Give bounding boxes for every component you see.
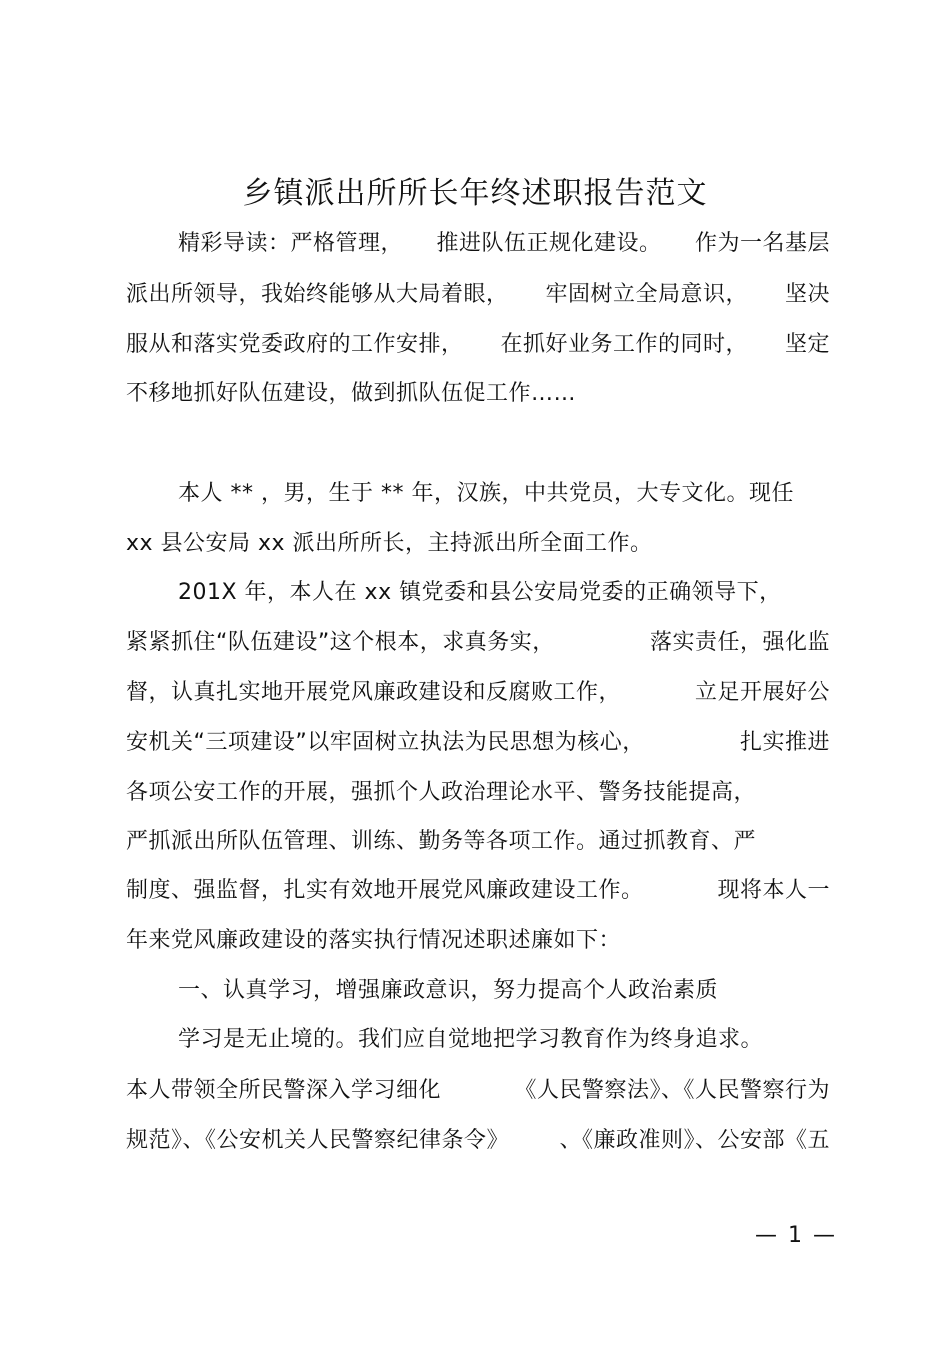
para2-line-1: 201X 年，本人在 xx 镇党委和县公安局党委的正确领导下，	[178, 580, 782, 605]
text-segment: 扎实推进	[739, 730, 830, 755]
page-number: — 1 —	[755, 1223, 837, 1248]
text-segment: 派出所领导，我始终能够从大局着眼，	[126, 282, 509, 307]
intro-line-2	[126, 280, 830, 310]
para1-line-2: xx 县公安局 xx 派出所所长，主持派出所全面工作。	[126, 531, 653, 556]
text-segment: 督，认真扎实地开展党风廉政建设和反腐败工作，	[126, 680, 622, 705]
text-segment: 坚定	[784, 332, 830, 357]
text-segment: 安机关“三项建设”以牢固树立执法为民思想为核心，	[126, 730, 645, 755]
para2-line-3	[126, 678, 830, 708]
text-segment: 《人民警察法》、《人民警察行为	[514, 1078, 830, 1103]
para3-line-2	[126, 1076, 830, 1106]
text-segment: 本人带领全所民警深入学习细化	[126, 1078, 442, 1103]
para2-line-4	[126, 728, 830, 758]
para3-line-1: 学习是无止境的。我们应自觉地把学习教育作为终身追求。	[178, 1027, 764, 1052]
intro-line-4: 不移地抓好队伍建设，做到抓队伍促工作……	[126, 381, 577, 406]
text-segment: 服从和落实党委政府的工作安排，	[126, 332, 464, 357]
text-segment: 牢固树立全局意识，	[545, 282, 748, 307]
text-segment: 制度、强监督，扎实有效地开展党风廉政建设工作。	[126, 878, 644, 903]
text-segment: 坚决	[784, 282, 830, 307]
para2-line-2	[126, 628, 830, 658]
para3-line-3	[126, 1126, 830, 1156]
document-title: 乡镇派出所所长年终述职报告范文	[242, 176, 708, 211]
text-segment: 立足开展好公	[694, 680, 830, 705]
para2-line-8: 年来党风廉政建设的落实执行情况述职述廉如下：	[126, 928, 622, 953]
text-segment: 落实责任，强化监	[649, 630, 830, 655]
text-segment: 推进队伍正规化建设。	[436, 231, 662, 256]
section-heading: 一、认真学习，增强廉政意识，努力提高个人政治素质	[178, 978, 719, 1003]
text-segment: 规范》、《公安机关人民警察纪律条令》	[126, 1128, 510, 1153]
para2-line-6: 严抓派出所队伍管理、训练、勤务等各项工作。通过抓教育、严	[126, 829, 757, 854]
text-segment: 精彩导读：严格管理，	[178, 231, 404, 256]
intro-line-1	[178, 229, 830, 259]
para2-line-7	[126, 876, 830, 906]
para2-line-5: 各项公安工作的开展，强抓个人政治理论水平、警务技能提高，	[126, 780, 757, 805]
text-segment: 作为一名基层	[694, 231, 830, 256]
text-segment: 、《廉政准则》、公安部《五	[559, 1128, 830, 1153]
text-segment: 现将本人一	[717, 878, 830, 903]
intro-line-3	[126, 330, 830, 360]
text-segment: 在抓好业务工作的同时，	[500, 332, 748, 357]
para1-line-1: 本人 ** ，男，生于 ** 年，汉族，中共党员，大专文化。现任	[178, 481, 794, 506]
text-segment: 紧紧抓住“队伍建设”这个根本，求真务实，	[126, 630, 555, 655]
